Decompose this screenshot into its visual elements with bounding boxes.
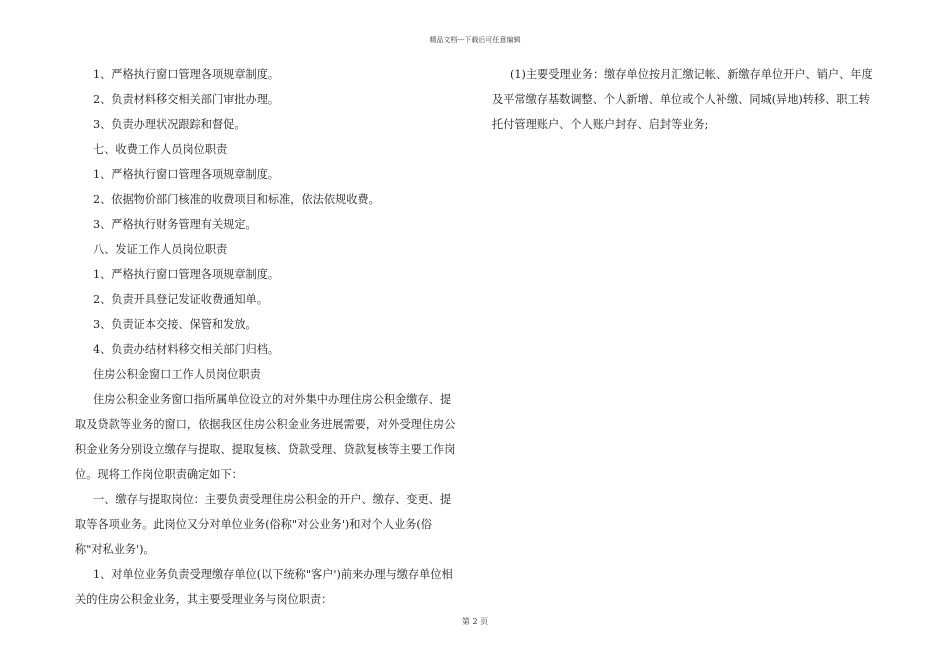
paragraph-line: 1、对单位业务负责受理缴存单位(以下统称"客户')前来办理与缴存单位相 bbox=[93, 568, 453, 581]
paragraph-line: 取等各项业务。此岗位又分对单位业务(俗称"对公业务')和对个人业务(俗 bbox=[75, 518, 432, 531]
right-column bbox=[492, 62, 882, 137]
text-line: 1、严格执行窗口管理各项规章制度。 bbox=[93, 268, 280, 281]
paragraph-line: 住房公积金业务窗口指所属单位设立的对外集中办理住房公积金缴存、提 bbox=[93, 393, 452, 406]
text-line: 4、负责办结材料移交相关部门归档。 bbox=[93, 343, 280, 356]
section-heading: 八、发证工作人员岗位职责 bbox=[93, 243, 228, 256]
text-line: 3、负责证本交接、保管和发放。 bbox=[93, 318, 257, 331]
paragraph-intro bbox=[75, 387, 465, 487]
page-header: 精品文档---下载后可任意编辑 bbox=[429, 36, 521, 44]
text-line: 1、严格执行窗口管理各项规章制度。 bbox=[93, 168, 280, 181]
section-heading: 七、收费工作人员岗位职责 bbox=[93, 143, 228, 156]
text-line: 2、负责开具登记发证收费通知单。 bbox=[93, 293, 268, 306]
text-line: 1、严格执行窗口管理各项规章制度。 bbox=[93, 68, 280, 81]
paragraph-line: 一、缴存与提取岗位：主要负责受理住房公积金的开户、缴存、变更、提 bbox=[93, 493, 452, 506]
paragraph-line: (1)主要受理业务：缴存单位按月汇缴记帐、新缴存单位开户、销户、年度 bbox=[510, 68, 873, 81]
paragraph-line: 关的住房公积金业务，其主要受理业务与岗位职责： bbox=[75, 593, 333, 606]
left-column bbox=[75, 62, 465, 612]
section-heading: 住房公积金窗口工作人员岗位职责 bbox=[93, 368, 261, 381]
paragraph-main-business bbox=[492, 62, 882, 137]
paragraph-unit-business bbox=[75, 562, 465, 612]
paragraph-line: 称"对私业务')。 bbox=[75, 543, 155, 556]
text-line: 3、严格执行财务管理有关规定。 bbox=[93, 218, 257, 231]
paragraph-line: 取及贷款等业务的窗口，依据我区住房公积金业务进展需要，对外受理住房公 bbox=[75, 418, 456, 431]
paragraph-line: 及平常缴存基数调整、个人新增、单位或个人补缴、同城(异地)转移、职工转 bbox=[492, 93, 870, 106]
text-line: 2、依据物价部门核准的收费项目和标准，依法依规收费。 bbox=[93, 193, 380, 206]
paragraph-deposit-withdraw bbox=[75, 487, 465, 562]
paragraph-line: 位。现将工作岗位职责确定如下： bbox=[75, 468, 243, 481]
paragraph-line: 托付管理账户、个人账户封存、启封等业务; bbox=[492, 118, 709, 131]
paragraph-line: 积金业务分别设立缴存与提取、提取复核、贷款受理、贷款复核等主要工作岗 bbox=[75, 443, 456, 456]
text-line: 2、负责材料移交相关部门审批办理。 bbox=[93, 93, 280, 106]
page-number: 第 2 页 bbox=[461, 617, 489, 626]
text-line: 3、负责办理状况跟踪和督促。 bbox=[93, 118, 246, 131]
